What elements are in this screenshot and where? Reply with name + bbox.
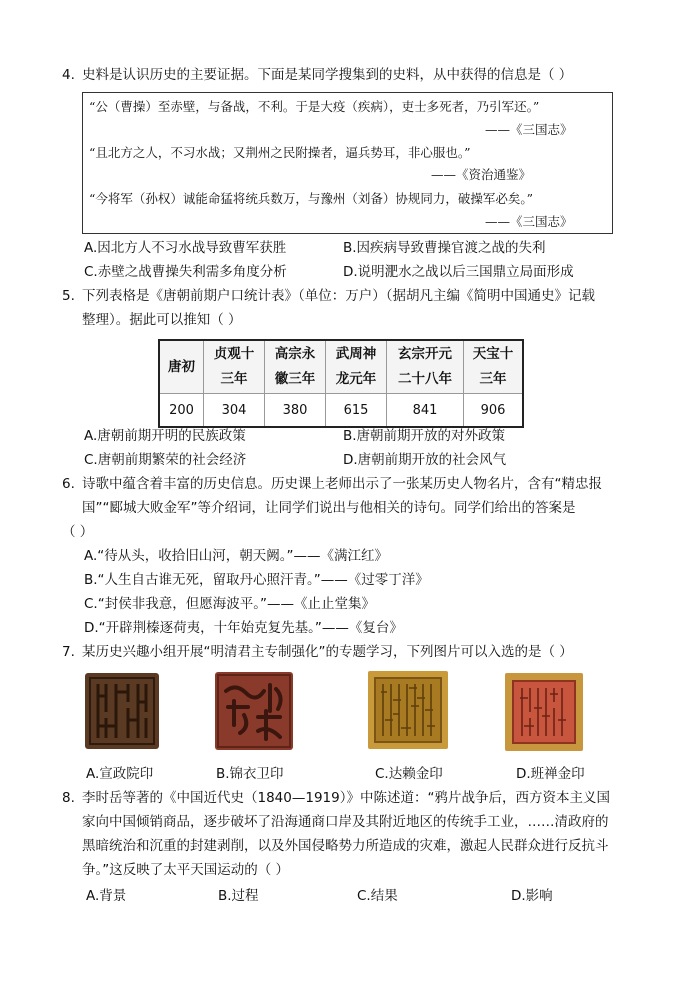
q4-number: 4. (62, 67, 75, 83)
q4-source-3: ——《三国志》 (485, 214, 573, 229)
q6-stem-line2: 国”“郾城大败金军”等介绍词，让同学们说出与他相关的诗句。同学们给出的答案是 (82, 500, 576, 516)
q8-option-b: B.过程 (218, 888, 259, 904)
q6-stem-line3: （ ） (62, 524, 94, 540)
value-cell: 615 (326, 394, 387, 428)
gold-red-seal-icon (504, 672, 584, 752)
q4-option-a: A.因北方人不习水战导致曹军获胜 (84, 240, 287, 256)
q8-option-d: D.影响 (511, 888, 553, 904)
gold-seal-icon (367, 670, 449, 750)
q7-option-a: A.宣政院印 (86, 766, 154, 782)
value-cell: 200 (159, 394, 204, 428)
header-cell: 贞观十 三年 (204, 340, 265, 394)
q7-option-b: B.锦衣卫印 (216, 766, 284, 782)
value-cell: 380 (265, 394, 326, 428)
household-table-header-row (159, 340, 523, 394)
household-table (158, 339, 524, 428)
q6-option-c: C.“封侯非我意，但愿海波平。”——《止止堂集》 (84, 596, 375, 612)
q4-quote-1: “公（曹操）至赤壁，与备战，不利。于是大疫（疾病），吏士多死者，乃引军还。” (89, 99, 540, 114)
value-cell: 906 (464, 394, 524, 428)
household-table-value-row (159, 394, 523, 428)
header-cell: 高宗永 徽三年 (265, 340, 326, 394)
header-cell: 唐初 (159, 340, 204, 394)
q4-option-d: D.说明淝水之战以后三国鼎立局面形成 (343, 264, 574, 280)
q7-stem: 某历史兴趣小组开展“明清君主专制强化”的专题学习，下列图片可以入选的是（ ） (82, 644, 573, 660)
q6-option-b: B.“人生自古谁无死，留取丹心照汗青。”——《过零丁洋》 (84, 572, 429, 588)
q6-option-d: D.“开辟荆榛逐荷夷，十年始克复先基。”——《复台》 (84, 620, 403, 636)
q5-option-c: C.唐朝前期繁荣的社会经济 (84, 452, 247, 468)
q8-option-c: C.结果 (357, 888, 398, 904)
q5-option-b: B.唐朝前期开放的对外政策 (343, 428, 506, 444)
red-seal-icon (214, 671, 294, 751)
header-cell: 玄宗开元 二十八年 (387, 340, 464, 394)
q8-line3: 黑暗统治和沉重的封建剥削，以及外国侵略势力所造成的灾难，激起人民群众进行反抗斗 (82, 838, 609, 854)
q8-line1: 李时岳等著的《中国近代史（1840—1919）》中陈述道：“鸦片战争后，西方资本主义国 (82, 790, 610, 806)
q8-number: 8. (62, 790, 75, 806)
header-cell: 武周神 龙元年 (326, 340, 387, 394)
q4-option-c: C.赤壁之战曹操失利需多角度分析 (84, 264, 287, 280)
q6-number: 6. (62, 476, 75, 492)
q4-source-1: ——《三国志》 (485, 122, 573, 137)
bronze-seal-icon (84, 672, 160, 750)
q4-source-box (82, 92, 613, 234)
q7-option-c: C.达赖金印 (375, 766, 443, 782)
header-cell: 天宝十 三年 (464, 340, 524, 394)
q7-option-d: D.班禅金印 (516, 766, 585, 782)
q4-quote-2: “且北方之人，不习水战；又荆州之民附操者，逼兵势耳，非心服也。” (89, 145, 471, 160)
q5-option-d: D.唐朝前期开放的社会风气 (343, 452, 507, 468)
q5-option-a: A.唐朝前期开明的民族政策 (84, 428, 246, 444)
q6-option-a: A.“待从头，收拾旧山河，朝天阙。”——《满江红》 (84, 548, 389, 564)
q4-quote-3: “今将军（孙权）诚能命猛将统兵数万，与豫州（刘备）协规同力，破操军必矣。” (89, 191, 534, 206)
q7-number: 7. (62, 644, 75, 660)
q4-stem: 史料是认识历史的主要证据。下面是某同学搜集到的史料，从中获得的信息是（ ） (82, 67, 573, 83)
q8-option-a: A.背景 (86, 888, 127, 904)
value-cell: 304 (204, 394, 265, 428)
q4-option-b: B.因疾病导致曹操官渡之战的失利 (343, 240, 546, 256)
q4-source-2: ——《资治通鉴》 (431, 167, 532, 182)
value-cell: 841 (387, 394, 464, 428)
q8-line4: 争。”这反映了太平天国运动的（ ） (82, 862, 290, 878)
q5-number: 5. (62, 288, 75, 304)
q8-line2: 家向中国倾销商品，逐步破坏了沿海通商口岸及其附近地区的传统手工业，……清政府的 (82, 814, 609, 830)
q5-stem-line2: 整理）。据此可以推知（ ） (82, 312, 242, 328)
q6-stem-line1: 诗歌中蕴含着丰富的历史信息。历史课上老师出示了一张某历史人物名片，含有“精忠报 (82, 476, 602, 492)
q5-stem-line1: 下列表格是《唐朝前期户口统计表》（单位：万户）（据胡凡主编《简明中国通史》记载 (82, 288, 595, 304)
